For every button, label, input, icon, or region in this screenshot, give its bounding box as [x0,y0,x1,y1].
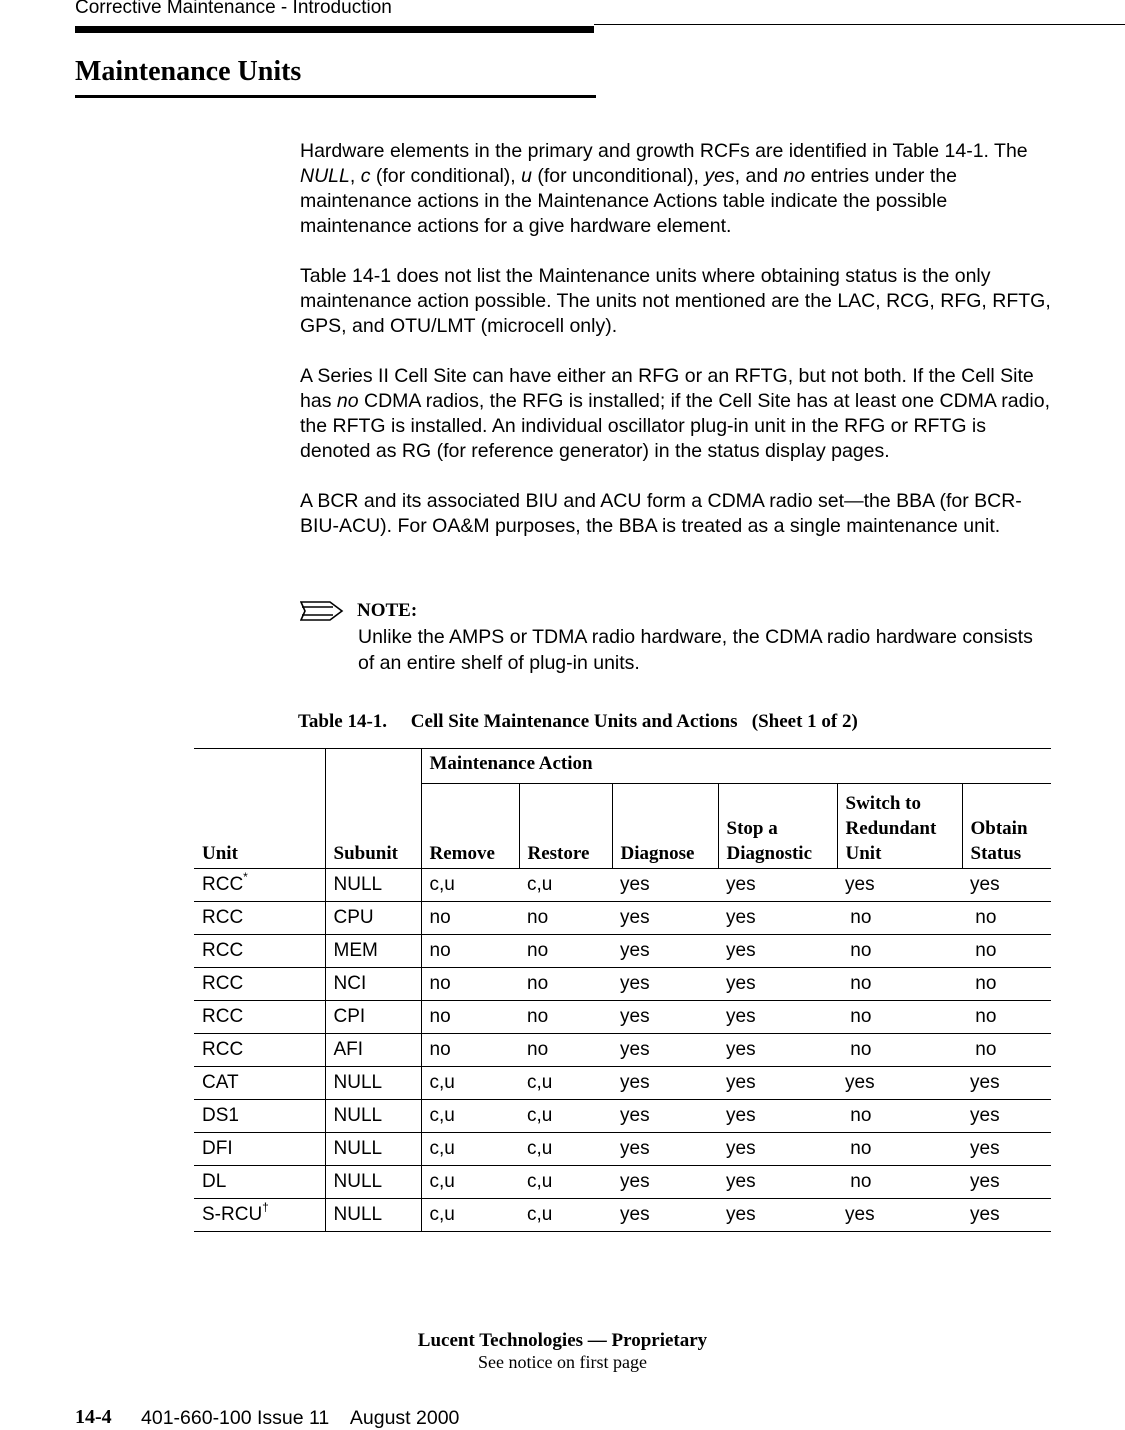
cell-switch: yes [837,869,962,902]
cell-switch: no [837,1100,962,1133]
cell-obtain: yes [962,1199,1051,1232]
cell-diagnose: yes [612,968,718,1001]
section-title: Maintenance Units [75,56,302,87]
cell-obtain: no [962,1001,1051,1034]
cell-restore: no [519,1034,612,1067]
cell-switch: no [837,1034,962,1067]
cell-subunit: NULL [325,1199,421,1232]
header-rule [75,26,594,33]
cell-subunit: NULL [325,1166,421,1199]
cell-remove: no [421,968,519,1001]
col-group-maintenance-action: Maintenance Action [421,749,1051,784]
paragraph-4: A BCR and its associated BIU and ACU form a CDMA radio set—the BBA (for BCR-BIU-ACU). For OA&M purposes, the BBA is treated as a single maintenance unit. [300,490,1022,537]
cell-obtain: yes [962,1166,1051,1199]
cell-obtain: no [962,935,1051,968]
cell-subunit: MEM [325,935,421,968]
maintenance-units-table [194,748,1051,1232]
cell-obtain: yes [962,1133,1051,1166]
col-header-diagnose: Diagnose [612,784,718,869]
header-rule-thin [594,24,1125,25]
cell-subunit: CPI [325,1001,421,1034]
cell-restore: c,u [519,869,612,902]
cell-diagnose: yes [612,869,718,902]
cell-remove: c,u [421,1133,519,1166]
col-header-unit: Unit [194,749,325,869]
cell-diagnose: yes [612,1199,718,1232]
cell-switch: no [837,1001,962,1034]
cell-unit: S-RCU† [194,1199,325,1232]
cell-stop: yes [718,902,837,935]
cell-unit: CAT [194,1067,325,1100]
cell-remove: no [421,935,519,968]
cell-switch: no [837,935,962,968]
cell-diagnose: yes [612,935,718,968]
table-row [194,968,1051,1001]
cell-switch: no [837,902,962,935]
table-row [194,1100,1051,1133]
paragraph-2: Table 14-1 does not list the Maintenance units where obtaining status is the only maintenance action possible. The units not mentioned are the LAC, RCG, RFG, RFTG, GPS, and OTU/LMT (microcell only). [300,265,1051,337]
cell-diagnose: yes [612,1034,718,1067]
cell-restore: no [519,968,612,1001]
cell-obtain: yes [962,1067,1051,1100]
cell-subunit: AFI [325,1034,421,1067]
col-header-switch-redundant: Switch to Redundant Unit [837,784,962,869]
table-row [194,1034,1051,1067]
cell-remove: c,u [421,1199,519,1232]
cell-unit: RCC [194,968,325,1001]
cell-remove: no [421,1001,519,1034]
col-header-remove: Remove [421,784,519,869]
cell-switch: no [837,1166,962,1199]
cell-stop: yes [718,869,837,902]
cell-obtain: no [962,968,1051,1001]
cell-obtain: no [962,902,1051,935]
table-row [194,902,1051,935]
cell-unit: RCC [194,902,325,935]
table-row [194,1166,1051,1199]
note-pointer-icon [300,600,344,622]
running-header: Corrective Maintenance - Introduction [75,0,392,18]
cell-unit: RCC [194,1034,325,1067]
cell-restore: c,u [519,1067,612,1100]
cell-restore: c,u [519,1166,612,1199]
footnote-marker: * [243,870,248,884]
cell-remove: c,u [421,1067,519,1100]
cell-restore: no [519,935,612,968]
cell-subunit: NCI [325,968,421,1001]
cell-diagnose: yes [612,1067,718,1100]
cell-stop: yes [718,1001,837,1034]
cell-diagnose: yes [612,1001,718,1034]
cell-stop: yes [718,1067,837,1100]
cell-remove: c,u [421,1100,519,1133]
cell-unit: RCC [194,1001,325,1034]
cell-subunit: CPU [325,902,421,935]
cell-stop: yes [718,1034,837,1067]
document-info: 401-660-100 Issue 11 August 2000 [141,1407,460,1429]
table-row [194,1001,1051,1034]
cell-unit: DL [194,1166,325,1199]
cell-restore: c,u [519,1199,612,1232]
cell-restore: c,u [519,1100,612,1133]
col-header-stop-diagnostic: Stop a Diagnostic [718,784,837,869]
page-number: 14-4 [75,1406,112,1428]
cell-unit: DS1 [194,1100,325,1133]
cell-remove: c,u [421,1166,519,1199]
cell-stop: yes [718,1199,837,1232]
col-header-subunit: Subunit [325,749,421,869]
note-label: NOTE: [357,600,418,621]
table-row [194,935,1051,968]
col-header-obtain-status: Obtain Status [970,818,1028,864]
cell-obtain: yes [962,869,1051,902]
footer-notice: See notice on first page [478,1352,647,1372]
cell-subunit: NULL [325,1100,421,1133]
table-row [194,869,1051,902]
note-text: Unlike the AMPS or TDMA radio hardware, the CDMA radio hardware consists of an entire shelf of plug-in units. [358,626,1033,674]
cell-stop: yes [718,1133,837,1166]
table-caption: Table 14-1. Cell Site Maintenance Units and Actions (Sheet 1 of 2) [298,711,858,732]
cell-stop: yes [718,1166,837,1199]
cell-diagnose: yes [612,1166,718,1199]
cell-remove: no [421,902,519,935]
cell-stop: yes [718,935,837,968]
cell-stop: yes [718,968,837,1001]
footnote-marker: † [262,1200,269,1214]
paragraph-3: A Series II Cell Site can have either an RFG or an RFTG, but not both. If the Cell Site has no CDMA radios, the RFG is installed; if the Cell Site has at least one CDMA radio, the RFTG is installed. An individual oscillator plug-in unit in the RFG or RFTG is denoted as RG (for reference generator) in the status display pages. [300,365,1051,462]
table-row [194,1199,1051,1232]
cell-obtain: no [962,1034,1051,1067]
paragraph-1: Hardware elements in the primary and growth RCFs are identified in Table 14-1. The NULL, c (for conditional), u (for unconditional), yes, and no entries under the maintenance actions in the Maintenance Actions table indicate the possible maintenance actions for a give hardware element. [300,140,1028,237]
cell-unit: DFI [194,1133,325,1166]
footer-company: Lucent Technologies — Proprietary [417,1330,708,1351]
cell-restore: no [519,1001,612,1034]
section-rule [75,95,596,98]
cell-obtain: yes [962,1100,1051,1133]
col-header-restore: Restore [519,784,612,869]
cell-subunit: NULL [325,1133,421,1166]
cell-restore: no [519,902,612,935]
cell-diagnose: yes [612,902,718,935]
table-row [194,1133,1051,1166]
cell-remove: c,u [421,869,519,902]
cell-remove: no [421,1034,519,1067]
table-row [194,1067,1051,1100]
cell-unit: RCC [194,935,325,968]
cell-restore: c,u [519,1133,612,1166]
cell-diagnose: yes [612,1133,718,1166]
cell-switch: no [837,968,962,1001]
cell-switch: no [837,1133,962,1166]
cell-subunit: NULL [325,1067,421,1100]
cell-subunit: NULL [325,869,421,902]
cell-stop: yes [718,1100,837,1133]
cell-diagnose: yes [612,1100,718,1133]
cell-switch: yes [837,1067,962,1100]
cell-switch: yes [837,1199,962,1232]
cell-unit: RCC* [194,869,325,902]
